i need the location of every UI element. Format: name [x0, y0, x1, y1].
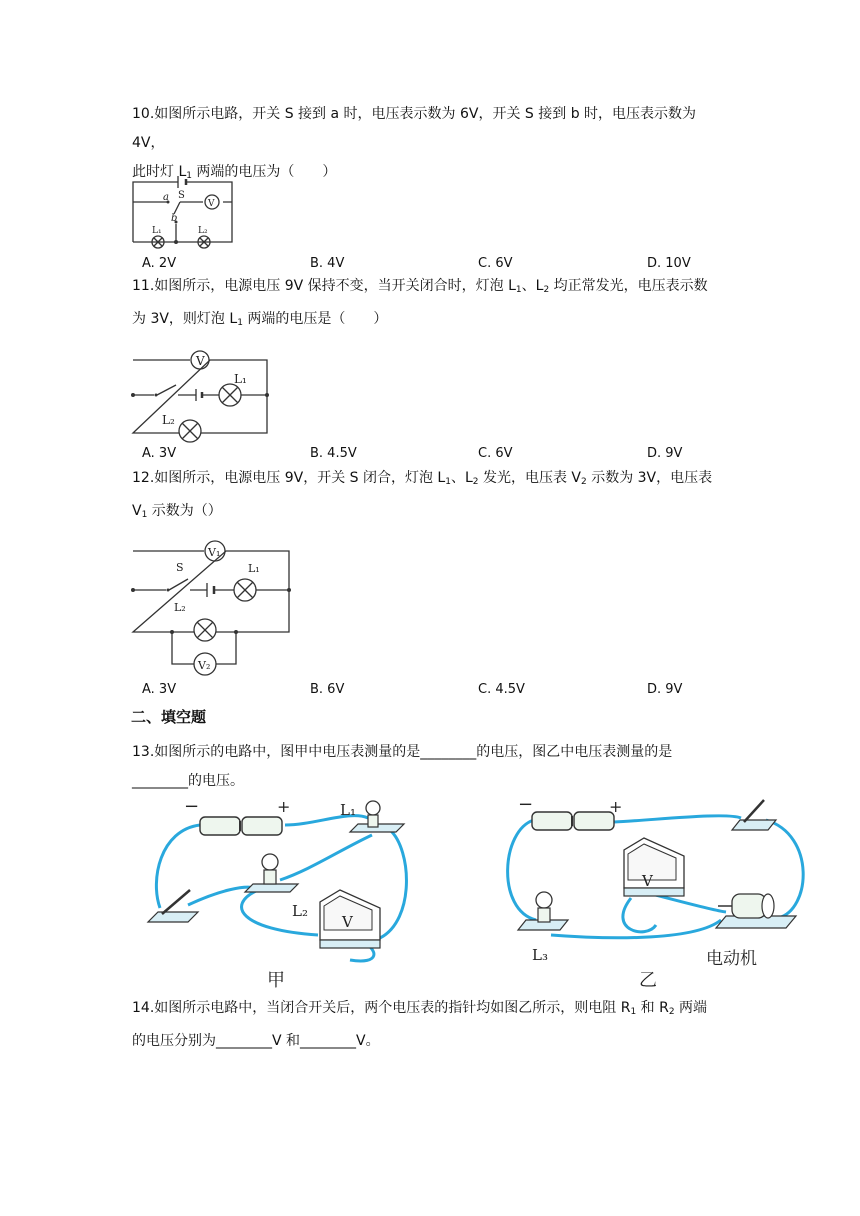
minus-sign: −: [184, 796, 200, 817]
voltmeter-icon: [624, 838, 684, 896]
label-a: a: [163, 192, 169, 203]
motor-icon: [716, 894, 796, 928]
lamp-l1-label: L₁: [248, 562, 260, 575]
option-d[interactable]: D. 9V: [647, 682, 683, 697]
plus-sign: +: [609, 797, 623, 816]
question-14-line-1: 14.如图所示电路中，当闭合开关后，两个电压表的指针均如图乙所示，则电阻 $R_1$ 和 $R_2$ 两端: [132, 1000, 708, 1017]
figure-yi-label: 乙: [639, 970, 657, 991]
battery-icon: [200, 817, 282, 835]
question-12-line-2: $V_1$ 示数为（）: [132, 503, 222, 520]
option-b[interactable]: B. 6V: [310, 682, 345, 697]
question-12-circuit-diagram: [130, 538, 292, 670]
option-c[interactable]: C. 4.5V: [478, 682, 525, 697]
voltmeter-v-label: V: [642, 872, 653, 890]
question-10-circuit-diagram: [128, 172, 240, 248]
option-a[interactable]: A. 2V: [142, 256, 177, 271]
option-b[interactable]: B. 4V: [310, 256, 345, 271]
figure-jia-circuit: [140, 790, 420, 995]
figure-yi-circuit: [496, 790, 814, 995]
question-11: [132, 272, 732, 338]
option-a[interactable]: A. 3V: [142, 682, 177, 697]
lamp-l3-icon: [518, 892, 568, 930]
battery-icon: [532, 812, 614, 830]
lamp-l2-label: L₂: [174, 601, 186, 614]
question-12-line-1: 12.如图所示，电源电压 9V，开关 S 闭合，灯泡 $L_1$、$L_2$ 发光，电压表 $V_2$ 示数为 3V，电压表: [132, 470, 713, 487]
lamp-l2-label: L₂: [292, 902, 308, 920]
voltmeter-v2-label: V₂: [198, 659, 211, 672]
voltmeter-label: V: [196, 354, 205, 368]
section-heading: 二、填空题: [131, 708, 207, 726]
minus-sign: −: [518, 794, 534, 815]
lamp-l1-label: L₁: [340, 801, 356, 819]
question-11-line-1: 11.如图所示，电源电压 9V 保持不变，当开关闭合时，灯泡 $L_1$、$L_2$ 均正常发光，电压表示数: [132, 278, 708, 295]
switch-s-label: S: [176, 561, 184, 574]
lamp-l1-label: L₁: [152, 226, 162, 236]
option-a[interactable]: A. 3V: [142, 446, 177, 461]
label-s: S: [178, 190, 185, 201]
option-d[interactable]: D. 9V: [647, 446, 683, 461]
question-13: [132, 738, 732, 796]
motor-label: 电动机: [706, 949, 757, 969]
question-11-circuit-diagram: [130, 345, 270, 437]
label-b: b: [171, 213, 178, 224]
voltmeter-v-label: V: [342, 913, 353, 931]
lamp-l2-label: L₂: [162, 413, 175, 427]
voltmeter-label: V: [208, 199, 215, 209]
question-13-line-1: 13.如图所示的电路中，图甲中电压表测量的是________的电压，图乙中电压表测量的是: [132, 744, 673, 760]
option-c[interactable]: C. 6V: [478, 256, 513, 271]
question-10-line-2: 此时灯 $L_1$ 两端的电压为（ ）: [132, 164, 337, 181]
question-11-line-2: 为 3V，则灯泡 $L_1$ 两端的电压是（ ）: [132, 311, 388, 328]
question-13-line-2: ________的电压。: [132, 773, 244, 789]
lamp-l1-label: L₁: [234, 372, 247, 386]
lamp-l2-icon: [245, 854, 298, 892]
figure-jia-label: 甲: [267, 970, 285, 991]
question-14: [132, 994, 732, 1056]
plus-sign: +: [277, 797, 291, 816]
switch-icon: [732, 800, 776, 830]
question-14-line-2: 的电压分别为________V 和________V。: [132, 1033, 380, 1049]
question-12: [132, 464, 732, 530]
question-10-line-1: 10.如图所示电路，开关 S 接到 a 时，电压表示数为 6V，开关 S 接到 b 时，电压表示数为 4V，: [132, 106, 697, 151]
option-d[interactable]: D. 10V: [647, 256, 691, 271]
lamp-l2-label: L₂: [198, 226, 208, 236]
option-c[interactable]: C. 6V: [478, 446, 513, 461]
option-b[interactable]: B. 4.5V: [310, 446, 357, 461]
voltmeter-v1-label: V₁: [208, 546, 221, 559]
lamp-l3-label: L₃: [532, 946, 548, 964]
